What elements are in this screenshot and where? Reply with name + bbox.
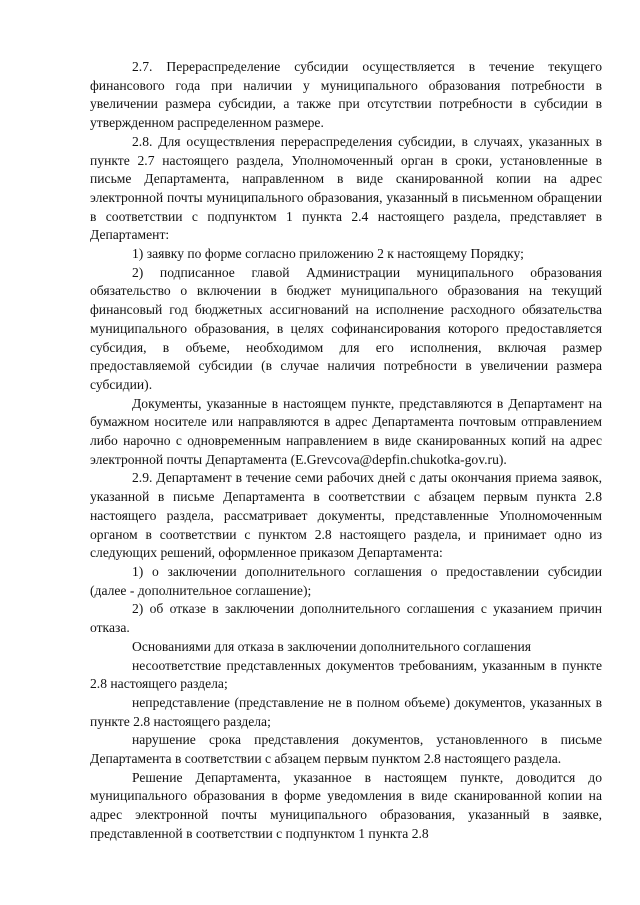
paragraph-2-9-decision-1: 1) о заключении дополнительного соглашения о предоставлении субсидии (далее - дополнительное соглашение); <box>90 563 602 598</box>
paragraph-2-8-item-1: 1) заявку по форме согласно приложению 2 к настоящему Порядку; <box>132 246 524 262</box>
paragraph-ground-2: непредставление (представление не в полном объеме) документов, указанных в пункте 2.8 настоящего раздела; <box>90 694 602 729</box>
paragraph-documents-delivery: Документы, указанные в настоящем пункте, представляются в Департамент на бумажном носителе или направляются в адрес Департамента почтовым отправлением либо нарочно с одновременным направлением в виде сканированных копий на адрес электронной почты Департамента (E.Grevcova@depfin.chukotka-gov.ru). <box>90 395 602 467</box>
paragraph-2-9-decision-2: 2) об отказе в заключении дополнительного соглашения с указанием причин отказа. <box>90 601 602 636</box>
paragraph-ground-1: несоответствие представленных документов требованиям, указанным в пункте 2.8 настоящего раздела; <box>90 657 602 692</box>
paragraph-ground-3: нарушение срока представления документов, установленного в письме Департамента в соответствии с абзацем первым пунктом 2.8 настоящего раздела. <box>90 732 602 767</box>
paragraph-decision-notice: Решение Департамента, указанное в настоящем пункте, доводится до муниципального образования в форме уведомления в виде сканированной копии на адрес электронной почты муниципального образования, указанный в заявке, представленной в соответствии с подпунктом 1 пункта 2.8 <box>90 769 602 841</box>
paragraph-2-8: 2.8. Для осуществления перераспределения субсидии, в случаях, указанных в пункте 2.7 настоящего раздела, Уполномоченный орган в сроки, установленные в письме Департамента, направленном в виде сканированной копии на адрес электронной почты муниципального образования, указанный в письменном обращении в соответствии с подпунктом 1 пункта 2.4 настоящего раздела, представляет в Департамент: <box>90 133 602 243</box>
paragraph-2-8-item-2: 2) подписанное главой Администрации муниципального образования обязательство о включении в бюджет муниципального образования на текущий финансовый год бюджетных ассигнований на исполнение расходного обязательства муниципального образования, в целях софинансирования которого предоставляется субсидия, в объеме, необходимом для его исполнения, включая размер предоставляемой субсидии (в случае наличия потребности в увеличении размера субсидии). <box>90 264 602 392</box>
document-page <box>90 58 602 844</box>
paragraph-2-9: 2.9. Департамент в течение семи рабочих дней с даты окончания приема заявок, указанной в письме Департамента в соответствии с абзацем первым пункта 2.8 настоящего раздела, рассматривает документы, представленные Уполномоченным органом в соответствии с пунктом 2.8 настоящего раздела, и принимает одно из следующих решений, оформленное приказом Департамента: <box>90 470 602 561</box>
paragraph-2-7: 2.7. Перераспределение субсидии осуществляется в течение текущего финансового года при наличии у муниципального образования потребности в увеличении размера субсидии, а также при отсутствии потребности в субсидии в утвержденном распределенном размере. <box>90 59 602 131</box>
paragraph-refusal-grounds: Основаниями для отказа в заключении дополнительного соглашения <box>132 638 531 654</box>
